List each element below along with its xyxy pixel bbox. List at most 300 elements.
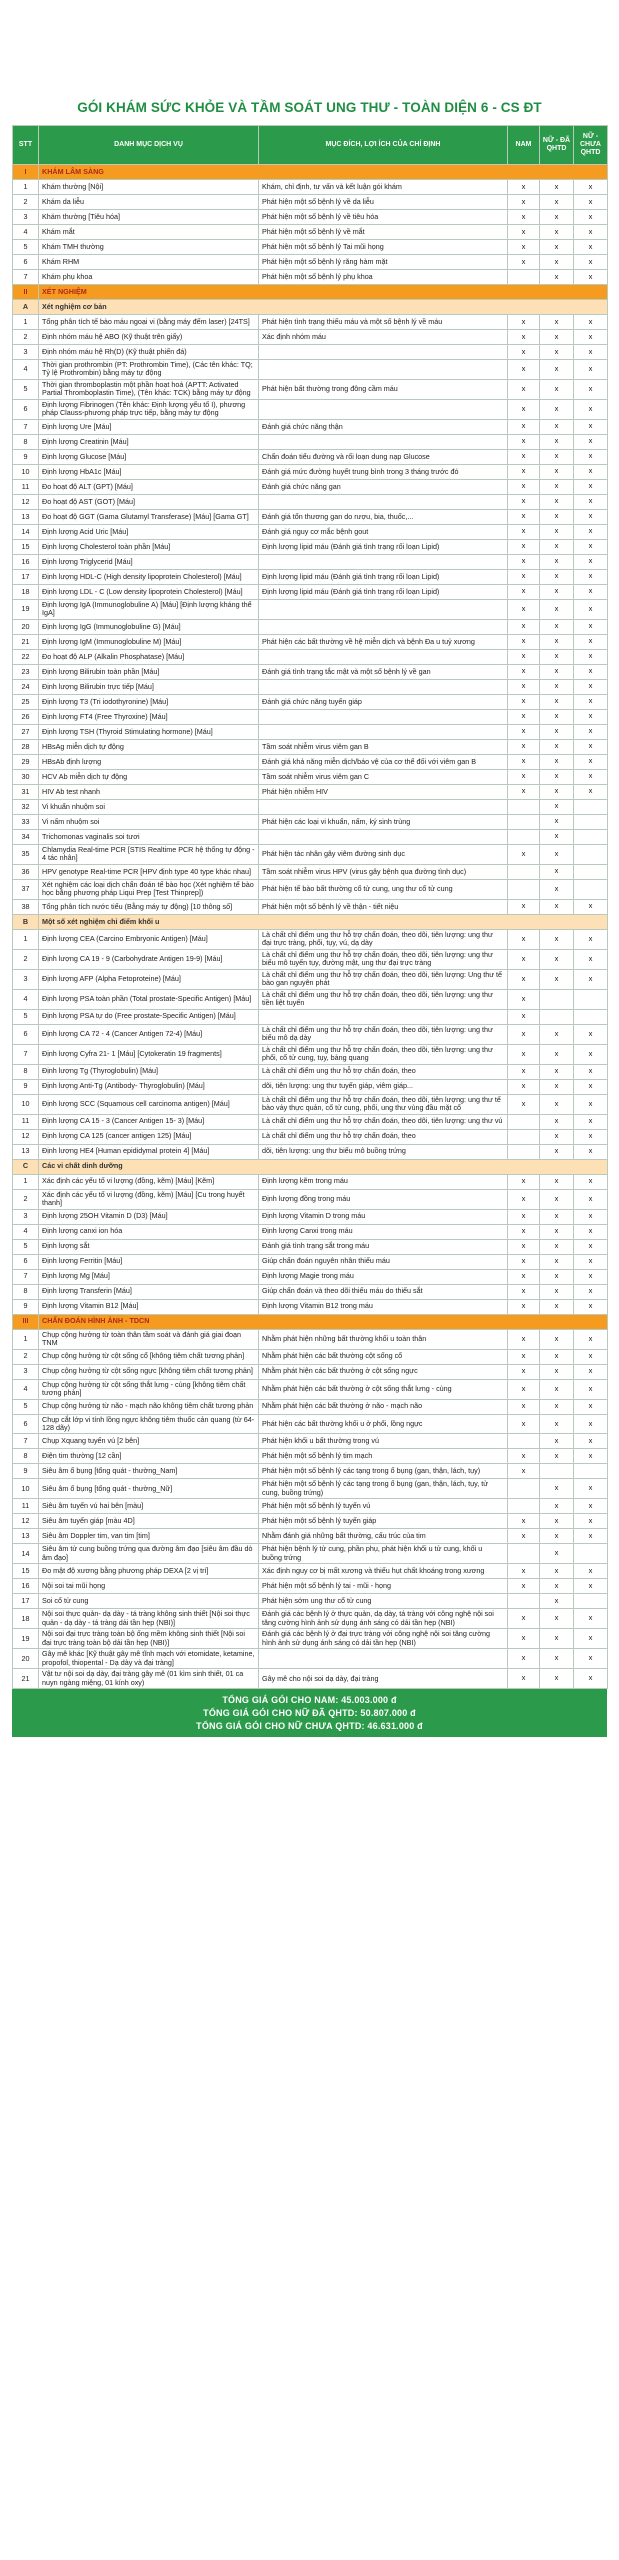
table-row [13,724,608,739]
female-single-mark: x [574,969,608,989]
male-mark: x [508,739,540,754]
service-purpose: Giúp chẩn đoán và theo dõi thiếu máu do thiếu sắt [259,1284,508,1299]
female-single-mark: x [574,634,608,649]
row-stt: 15 [13,539,39,554]
table-row [13,1579,608,1594]
male-mark: x [508,1564,540,1579]
male-mark: x [508,1609,540,1629]
row-stt: 10 [13,464,39,479]
female-single-mark: x [574,1094,608,1114]
female-married-mark: x [540,539,574,554]
female-married-mark: x [540,524,574,539]
service-name: Định lượng Glucose [Máu] [39,449,259,464]
row-stt: 6 [13,255,39,270]
service-name: Định lượng Ferritin [Máu] [39,1254,259,1269]
female-married-mark: x [540,1144,574,1159]
table-row [13,255,608,270]
table-row [13,799,608,814]
service-purpose: Đánh giá chức năng gan [259,479,508,494]
service-purpose: Phát hiện một số bệnh lý răng hàm mặt [259,255,508,270]
service-name: Định lượng CA 15 - 3 (Cancer Antigen 15- 3) [Máu] [39,1114,259,1129]
service-name: Chụp cộng hưởng từ cột sống ngực [không tiêm chất tương phản] [39,1364,259,1379]
service-name: Đo hoạt độ AST (GOT) [Máu] [39,494,259,509]
service-name: Chụp Xquang tuyến vú [2 bên] [39,1434,259,1449]
service-name: Định lượng CA 19 - 9 (Carbohydrate Antigen 19-9) [Máu] [39,949,259,969]
female-single-mark: x [574,255,608,270]
table-row [13,1189,608,1209]
female-married-mark: x [540,434,574,449]
male-mark: x [508,1064,540,1079]
row-stt: 2 [13,330,39,345]
service-purpose: Là chất chỉ điểm ung thư hỗ trợ chẩn đoán, theo dõi, tiên lượng: ung thư biểu mô dạ dày [259,1024,508,1044]
row-stt: 1 [13,315,39,330]
female-single-mark: x [574,1114,608,1129]
male-mark: x [508,989,540,1009]
male-mark: x [508,399,540,419]
row-stt: 8 [13,1449,39,1464]
male-mark: x [508,1299,540,1314]
female-single-mark: x [574,1514,608,1529]
table-row [13,569,608,584]
table-row [13,1224,608,1239]
female-single-mark: x [574,479,608,494]
male-mark: x [508,1399,540,1414]
female-married-mark: x [540,1064,574,1079]
service-purpose: Nhằm phát hiện các bất thường ở cột sống ngực [259,1364,508,1379]
row-stt: 32 [13,799,39,814]
table-row [13,1114,608,1129]
service-purpose: Là chất chỉ điểm ung thư hỗ trợ chẩn đoán, theo dõi, tiên lượng: ung thư tế bào vảy thực quản, cổ tử cung, phổi, ung thư vùng đầu mặt cổ [259,1094,508,1114]
row-stt: 12 [13,1514,39,1529]
service-purpose: Phát hiện một số bệnh lý về mắt [259,225,508,240]
row-stt: 9 [13,1079,39,1094]
table-row [13,1499,608,1514]
female-married-mark: x [540,315,574,330]
table-row [13,969,608,989]
female-single-mark: x [574,449,608,464]
row-stt: 28 [13,739,39,754]
service-purpose: Phát hiện khối u bất thường trong vú [259,1434,508,1449]
female-married-mark: x [540,399,574,419]
table-row [13,379,608,399]
male-mark: x [508,1629,540,1649]
table-row [13,345,608,360]
service-purpose [259,1649,508,1669]
female-single-mark: x [574,649,608,664]
male-mark: x [508,1009,540,1024]
row-stt: 2 [13,195,39,210]
female-married-mark: x [540,929,574,949]
section-label: Các vi chất dinh dưỡng [39,1159,608,1174]
service-purpose: Là chất chỉ điểm ung thư hỗ trợ chẩn đoán, theo dõi, tiên lượng: Ung thư tế bào gan nguyên phát [259,969,508,989]
service-purpose: Phát hiện bệnh lý tử cung, phần phụ, phát hiện khối u tử cung, khối u buồng trứng [259,1544,508,1564]
female-married-mark: x [540,1579,574,1594]
female-single-mark: x [574,464,608,479]
female-single-mark: x [574,494,608,509]
table-row [13,694,608,709]
female-married-mark: x [540,1629,574,1649]
female-single-mark: x [574,360,608,380]
service-purpose: Đánh giá các bệnh lý ở đại trực tràng với công nghệ nội soi tăng cường hình ảnh sử dụng ánh sáng có dải tần hẹp (NBI) [259,1629,508,1649]
male-mark: x [508,1464,540,1479]
section-header-row [13,165,608,180]
female-single-mark: x [574,1299,608,1314]
male-mark: x [508,180,540,195]
row-stt: 7 [13,1044,39,1064]
service-name: Khám mắt [39,225,259,240]
service-name: Thời gian prothrombin (PT: Prothrombin Time), (Các tên khác: TQ; Tỷ lệ Prothrombin) bằng máy tự động [39,360,259,380]
female-single-mark: x [574,929,608,949]
page-title: GÓI KHÁM SỨC KHỎE VÀ TẦM SOÁT UNG THƯ - TOÀN DIỆN 6 - CS ĐT [77,100,542,115]
service-name: Vi khuẩn nhuộm soi [39,799,259,814]
row-stt: 38 [13,899,39,914]
female-single-mark: x [574,1669,608,1689]
table-row [13,844,608,864]
table-row [13,1609,608,1629]
male-mark: x [508,449,540,464]
table-row [13,1094,608,1114]
female-married-mark: x [540,1379,574,1399]
service-name: Định lượng Tg (Thyroglobulin) [Máu] [39,1064,259,1079]
table-row [13,899,608,914]
table-row [13,225,608,240]
row-stt: 8 [13,1284,39,1299]
service-purpose: Phát hiện các bất thường khối u ở phổi, lồng ngực [259,1414,508,1434]
female-single-mark: x [574,1609,608,1629]
header-service: DANH MỤC DỊCH VỤ [39,126,259,165]
row-stt: 14 [13,524,39,539]
row-stt: 4 [13,989,39,1009]
row-stt: 11 [13,479,39,494]
female-married-mark: x [540,1544,574,1564]
row-stt: 5 [13,1239,39,1254]
male-mark: x [508,479,540,494]
table-row [13,769,608,784]
service-purpose: Khám, chỉ định, tư vấn và kết luận gói khám [259,180,508,195]
service-purpose: Đánh giá khả năng miễn dịch/báo vệ của cơ thể đối với viêm gan B [259,754,508,769]
service-name: Định lượng Ure [Máu] [39,419,259,434]
row-stt: 3 [13,1364,39,1379]
table-row [13,509,608,524]
service-purpose: Phát hiện bất thường trong đông cầm máu [259,379,508,399]
service-name: Định lượng Mg [Máu] [39,1269,259,1284]
service-purpose [259,649,508,664]
row-stt: 6 [13,399,39,419]
female-single-mark: x [574,270,608,285]
male-mark: x [508,929,540,949]
service-name: HIV Ab test nhanh [39,784,259,799]
service-purpose [259,709,508,724]
service-name: Xét nghiệm các loại dịch chẩn đoán tế bào học (Xét nghiệm tế bào học bằng phương pháp Liqui Prep [Test Thinprep]) [39,879,259,899]
service-name: Nội soi thực quản- dạ dày - tá tràng không sinh thiết [Nội soi thực quản - dạ dày - tá tràng dải tần hẹp (NBI)] [39,1609,259,1629]
row-stt: 10 [13,1479,39,1499]
service-name: Định lượng Fibrinogen (Tên khác: Định lượng yếu tố I), phương pháp Clauss-phương pháp trực tiếp, bằng máy tự động [39,399,259,419]
service-name: Định nhóm máu hệ ABO (Kỹ thuật trên giấy) [39,330,259,345]
service-name: Gây mê khác [Kỹ thuật gây mê tĩnh mạch với etomidate, ketamine, propofol, thiopental - Dạ dày và đại tràng] [39,1649,259,1669]
table-row [13,315,608,330]
female-single-mark: x [574,1379,608,1399]
table-row [13,784,608,799]
female-single-mark: x [574,694,608,709]
table-row [13,449,608,464]
male-mark: x [508,1284,540,1299]
row-stt: 11 [13,1114,39,1129]
female-married-mark: x [540,360,574,380]
female-married-mark: x [540,619,574,634]
service-name: Nội soi tai mũi họng [39,1579,259,1594]
table-row [13,360,608,380]
service-purpose: Định lượng Magie trong máu [259,1269,508,1284]
male-mark: x [508,225,540,240]
female-married-mark: x [540,799,574,814]
female-single-mark: x [574,1579,608,1594]
male-mark: x [508,1044,540,1064]
service-name: Định lượng AFP (Alpha Fetoproteine) [Máu] [39,969,259,989]
male-mark [508,1479,540,1499]
service-purpose [259,799,508,814]
female-married-mark: x [540,1449,574,1464]
service-purpose [259,399,508,419]
table-row [13,989,608,1009]
male-mark [508,1594,540,1609]
service-name: Định lượng Bilirubin toàn phần [Máu] [39,664,259,679]
service-name: Định lượng SCC (Squamous cell carcinoma antigen) [Máu] [39,1094,259,1114]
male-mark: x [508,1224,540,1239]
female-single-mark: x [574,434,608,449]
service-name: Định lượng canxi ion hóa [39,1224,259,1239]
female-single-mark: x [574,739,608,754]
female-single-mark [574,1544,608,1564]
service-purpose: Định lượng Canxi trong máu [259,1224,508,1239]
female-married-mark: x [540,1564,574,1579]
service-purpose: Phát hiện một số bệnh lý tai - mũi - họng [259,1579,508,1594]
male-mark [508,1129,540,1144]
service-name: Định lượng IgG (Immunoglobuline G) [Máu] [39,619,259,634]
male-mark: x [508,679,540,694]
female-married-mark: x [540,1399,574,1414]
male-mark: x [508,599,540,619]
table-row [13,949,608,969]
female-married-mark: x [540,1079,574,1094]
service-purpose: Đánh giá chức năng tuyến giáp [259,694,508,709]
row-stt: 2 [13,1189,39,1209]
row-stt: 26 [13,709,39,724]
row-stt: 15 [13,1564,39,1579]
female-single-mark: x [574,619,608,634]
header-male: NAM [508,126,540,165]
male-mark: x [508,724,540,739]
male-mark: x [508,899,540,914]
service-purpose: Phát hiện một số bệnh lý tuyến giáp [259,1514,508,1529]
service-purpose: Đánh giá tình trạng tắc mật và một số bệnh lý về gan [259,664,508,679]
service-name: Tổng phân tích nước tiểu (Bằng máy tự động) [10 thông số] [39,899,259,914]
service-name: Vật tư nội soi dạ dày, đại tràng gây mê (01 kìm sinh thiết, 01 ca nuyn ngàng miệng, 01 kính oxy) [39,1669,259,1689]
service-purpose [259,1009,508,1024]
service-purpose: Phát hiện tế bào bất thường cổ tử cung, ung thư cổ tử cung [259,879,508,899]
service-name: Định lượng HDL-C (High density lipoprotein Cholesterol) [Máu] [39,569,259,584]
female-married-mark: x [540,419,574,434]
male-mark: x [508,509,540,524]
service-name: HPV genotype Real-time PCR [HPV định type 40 type khác nhau] [39,864,259,879]
row-stt: 3 [13,1209,39,1224]
service-name: Soi cổ tử cung [39,1594,259,1609]
service-purpose: Định lượng Vitamin B12 trong máu [259,1299,508,1314]
section-label: CHẨN ĐOÁN HÌNH ẢNH - TDCN [39,1314,608,1329]
table-row [13,494,608,509]
service-name: Định nhóm máu hệ Rh(D) (Kỹ thuật phiến đá) [39,345,259,360]
female-married-mark: x [540,969,574,989]
table-row [13,1399,608,1414]
table-row [13,1009,608,1024]
subsection-header-row [13,1159,608,1174]
service-purpose [259,599,508,619]
service-purpose: Giúp chẩn đoán nguyên nhân thiếu máu [259,1254,508,1269]
row-stt: 3 [13,210,39,225]
service-purpose: Phát hiện nhiễm HIV [259,784,508,799]
female-married-mark: x [540,195,574,210]
row-stt: 4 [13,360,39,380]
female-married-mark: x [540,210,574,225]
male-mark: x [508,1174,540,1189]
female-married-mark: x [540,664,574,679]
service-purpose: Là chất chỉ điểm ung thư hỗ trợ chẩn đoán, theo dõi, tiên lượng: ung thư phổi, cổ tử cung, tụy, bàng quang [259,1044,508,1064]
female-single-mark: x [574,1479,608,1499]
service-name: Định lượng sắt [39,1239,259,1254]
row-stt: 37 [13,879,39,899]
row-stt: 8 [13,1064,39,1079]
female-single-mark: x [574,1079,608,1094]
service-purpose: Đánh giá tình trạng sắt trong máu [259,1239,508,1254]
row-stt: 16 [13,554,39,569]
service-purpose: Phát hiện một số bệnh lý phụ khoa [259,270,508,285]
service-name: Chụp cắt lớp vi tính lồng ngực không tiêm thuốc cản quang (từ 64- 128 dãy) [39,1414,259,1434]
table-row [13,524,608,539]
female-single-mark: x [574,315,608,330]
table-row [13,864,608,879]
female-single-mark: x [574,1529,608,1544]
total-female-single: TỔNG GIÁ GÓI CHO NỮ CHƯA QHTD: 46.631.000 đ [196,1721,423,1732]
male-mark: x [508,1209,540,1224]
female-single-mark: x [574,539,608,554]
service-purpose: Định lượng lipid máu (Đánh giá tình trạng rối loạn Lipid) [259,539,508,554]
section-header-row [13,285,608,300]
service-purpose: Là chất chỉ điểm ung thư hỗ trợ chẩn đoán, theo [259,1064,508,1079]
female-single-mark: x [574,1329,608,1349]
female-married-mark: x [540,1669,574,1689]
service-purpose: Đánh giá tổn thương gan do rượu, bia, thuốc,... [259,509,508,524]
female-single-mark: x [574,345,608,360]
male-mark: x [508,464,540,479]
female-single-mark: x [574,195,608,210]
service-name: Đo mật độ xương bằng phương pháp DEXA [2 vị trí] [39,1564,259,1579]
row-stt: 31 [13,784,39,799]
male-mark [508,1114,540,1129]
row-stt: 20 [13,619,39,634]
service-name: Định lượng Cholesterol toàn phần [Máu] [39,539,259,554]
service-name: Chụp cộng hưởng từ não - mạch não không tiêm chất tương phản [39,1399,259,1414]
male-mark: x [508,709,540,724]
female-single-mark: x [574,1449,608,1464]
table-row [13,210,608,225]
female-single-mark: x [574,210,608,225]
male-mark: x [508,434,540,449]
row-stt: III [13,1314,39,1329]
female-single-mark: x [574,1564,608,1579]
male-mark [508,1144,540,1159]
service-name: Siêu âm tuyến vú hai bên [màu] [39,1499,259,1514]
female-single-mark: x [574,1414,608,1434]
table-row [13,1434,608,1449]
service-name: Siêu âm tử cung buồng trứng qua đường âm đạo [siêu âm đầu dò âm đạo] [39,1544,259,1564]
service-purpose: Định lượng đồng trong máu [259,1189,508,1209]
male-mark: x [508,195,540,210]
service-name: Xác định các yếu tố vi lượng (đồng, kẽm) [Máu] [Cu trong huyết thanh] [39,1189,259,1209]
row-stt: 1 [13,180,39,195]
female-married-mark [540,989,574,1009]
female-married-mark: x [540,345,574,360]
table-row [13,1529,608,1544]
female-single-mark [574,1594,608,1609]
male-mark: x [508,330,540,345]
row-stt: 5 [13,1399,39,1414]
table-row [13,619,608,634]
table-row [13,584,608,599]
table-row [13,829,608,844]
female-married-mark: x [540,464,574,479]
service-name: Nội soi đại trực tràng toàn bộ ống mềm không sinh thiết [Nội soi đại trực tràng toàn bộ dải tần hẹp (NBI)] [39,1629,259,1649]
male-mark: x [508,784,540,799]
service-purpose: dõi, tiên lượng: ung thư tuyến giáp, viêm giáp... [259,1079,508,1094]
header-female-married: NỮ - ĐÃ QHTD [540,126,574,165]
table-row [13,679,608,694]
female-married-mark: x [540,754,574,769]
service-name: Xác định các yếu tố vi lượng (đồng, kẽm) [Máu] [Kẽm] [39,1174,259,1189]
female-married-mark: x [540,1479,574,1499]
row-stt: 34 [13,829,39,844]
row-stt: 5 [13,1009,39,1024]
service-purpose [259,345,508,360]
female-married-mark: x [540,1254,574,1269]
female-married-mark: x [540,1094,574,1114]
table-row [13,1464,608,1479]
table-header-row [13,126,608,165]
female-married-mark: x [540,1209,574,1224]
service-purpose: Phát hiện một số bệnh lý Tai mũi họng [259,240,508,255]
male-mark: x [508,240,540,255]
package-table [12,125,608,1689]
female-married-mark: x [540,1044,574,1064]
female-married-mark: x [540,1514,574,1529]
row-stt: 7 [13,419,39,434]
service-name: Vi nấm nhuộm soi [39,814,259,829]
row-stt: 19 [13,599,39,619]
female-married-mark: x [540,784,574,799]
female-single-mark: x [574,1364,608,1379]
service-purpose: Định lượng kẽm trong máu [259,1174,508,1189]
table-body [13,165,608,1689]
table-row [13,419,608,434]
section-label: Một số xét nghiệm chỉ điểm khối u [39,914,608,929]
service-name: Định lượng Cyfra 21- 1 [Máu] [Cytokeratin 19 fragments] [39,1044,259,1064]
service-purpose: Là chất chỉ điểm ung thư hỗ trợ chẩn đoán, theo dõi, tiên lượng: ung thư tiền liệt tuyến [259,989,508,1009]
male-mark: x [508,379,540,399]
female-single-mark: x [574,569,608,584]
row-stt: 22 [13,649,39,664]
service-name: Tổng phân tích tế bào máu ngoại vi (bằng máy đếm laser) [24TS] [39,315,259,330]
service-name: Định lượng HE4 [Human epididymal protein 4] [Máu] [39,1144,259,1159]
service-name: Định lượng PSA tự do (Free prostate-Specific Antigen) [Máu] [39,1009,259,1024]
row-stt: B [13,914,39,929]
